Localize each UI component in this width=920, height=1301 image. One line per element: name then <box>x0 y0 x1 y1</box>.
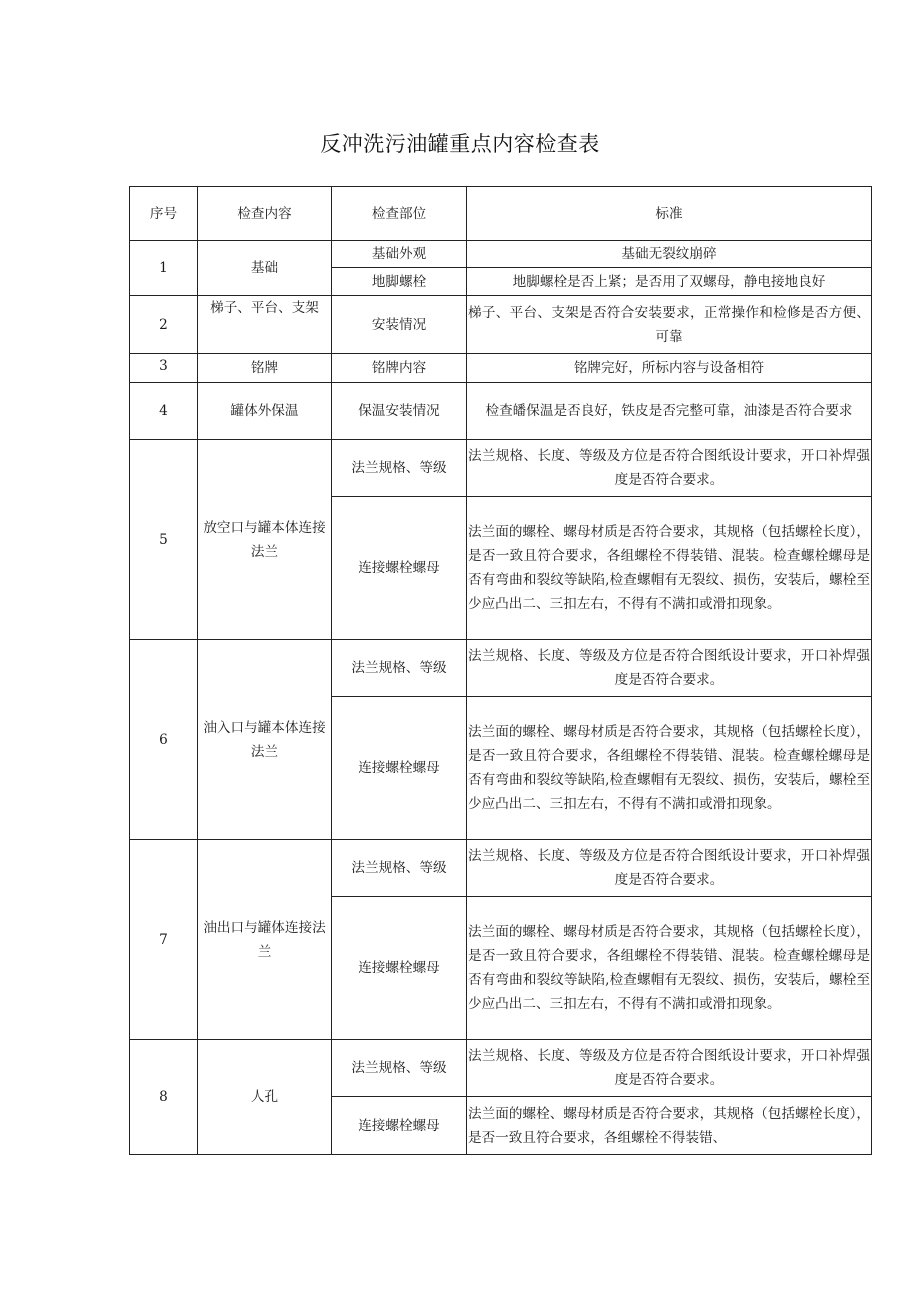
row-standard: 基础无裂纹崩碎 <box>467 241 872 268</box>
row-part: 法兰规格、等级 <box>332 640 467 697</box>
row-part: 基础外观 <box>332 241 467 268</box>
row-standard: 梯子、平台、支架是否符合安装要求，正常操作和检修是否方便、可靠 <box>467 296 872 354</box>
row-part: 铭牌内容 <box>332 354 467 383</box>
table-row <box>130 640 872 697</box>
row-no: 7 <box>130 840 198 1040</box>
row-no: 4 <box>130 383 198 440</box>
row-part: 连接螺栓螺母 <box>332 897 467 1040</box>
row-standard: 法兰面的螺栓、螺母材质是否符合要求，其规格（包括螺栓长度），是否一致且符合要求，各组螺栓不得装错、混装。检查螺栓螺母是否有弯曲和裂纹等缺陷,检查螺帽有无裂纹、损伤，安装后，螺栓至少应凸出二、三扣左右，不得有不满扣或滑扣现象。 <box>467 897 872 1040</box>
row-no: 8 <box>130 1040 198 1155</box>
row-standard: 法兰面的螺栓、螺母材质是否符合要求，其规格（包括螺栓长度），是否一致且符合要求，各组螺栓不得装错、混装。检查螺栓螺母是否有弯曲和裂纹等缺陷,检查螺帽有无裂纹、损伤，安装后，螺栓至少应凸出二、三扣左右，不得有不满扣或滑扣现象。 <box>467 497 872 640</box>
row-standard: 检查皤保温是否良好，铁皮是否完整可靠，油漆是否符合要求 <box>467 383 872 440</box>
row-part: 连接螺栓螺母 <box>332 1097 467 1155</box>
table-row <box>130 840 872 897</box>
table-row <box>130 296 872 354</box>
row-standard: 铭牌完好，所标内容与设备相符 <box>467 354 872 383</box>
row-part: 安装情况 <box>332 296 467 354</box>
row-content: 人孔 <box>198 1040 332 1155</box>
row-content: 基础 <box>198 241 332 296</box>
header-content: 检查内容 <box>198 187 332 241</box>
row-standard: 法兰面的螺栓、螺母材质是否符合要求，其规格（包括螺栓长度），是否一致且符合要求，各组螺栓不得装错、混装。检查螺栓螺母是否有弯曲和裂纹等缺陷,检查螺帽有无裂纹、损伤，安装后，螺栓至少应凸出二、三扣左右，不得有不满扣或滑扣现象。 <box>467 697 872 840</box>
row-content: 油入口与罐本体连接法兰 <box>198 640 332 840</box>
table-row <box>130 1040 872 1097</box>
row-part: 连接螺栓螺母 <box>332 697 467 840</box>
row-no: 3 <box>130 354 198 383</box>
row-part: 保温安装情况 <box>332 383 467 440</box>
row-standard: 法兰规格、长度、等级及方位是否符合图纸设计要求，开口补焊强度是否符合要求。 <box>467 440 872 497</box>
row-no: 6 <box>130 640 198 840</box>
row-standard: 法兰规格、长度、等级及方位是否符合图纸设计要求，开口补焊强度是否符合要求。 <box>467 1040 872 1097</box>
row-no: 2 <box>130 296 198 354</box>
table-row <box>130 383 872 440</box>
table-row <box>130 241 872 268</box>
row-content: 油出口与罐体连接法兰 <box>198 840 332 1040</box>
table-header-row <box>130 187 872 241</box>
table-row <box>130 440 872 497</box>
header-part: 检查部位 <box>332 187 467 241</box>
row-no: 1 <box>130 241 198 296</box>
row-standard: 法兰规格、长度、等级及方位是否符合图纸设计要求，开口补焊强度是否符合要求。 <box>467 640 872 697</box>
header-standard: 标准 <box>467 187 872 241</box>
page-title: 反冲洗污油罐重点内容检查表 <box>320 132 600 156</box>
inspection-table <box>129 186 872 1155</box>
row-part: 连接螺栓螺母 <box>332 497 467 640</box>
row-content: 放空口与罐本体连接法兰 <box>198 440 332 640</box>
header-no: 序号 <box>130 187 198 241</box>
table-row <box>130 354 872 383</box>
row-content: 铭牌 <box>198 354 332 383</box>
row-standard: 地脚螺栓是否上紧；是否用了双螺母，静电接地良好 <box>467 268 872 296</box>
row-content: 罐体外保温 <box>198 383 332 440</box>
row-no: 5 <box>130 440 198 640</box>
row-standard: 法兰规格、长度、等级及方位是否符合图纸设计要求，开口补焊强度是否符合要求。 <box>467 840 872 897</box>
row-part: 法兰规格、等级 <box>332 440 467 497</box>
row-content: 梯子、平台、支架 <box>198 296 332 354</box>
row-standard: 法兰面的螺栓、螺母材质是否符合要求，其规格（包括螺栓长度），是否一致且符合要求，各组螺栓不得装错、 <box>467 1097 872 1155</box>
row-part: 法兰规格、等级 <box>332 840 467 897</box>
row-part: 法兰规格、等级 <box>332 1040 467 1097</box>
row-part: 地脚螺栓 <box>332 268 467 296</box>
